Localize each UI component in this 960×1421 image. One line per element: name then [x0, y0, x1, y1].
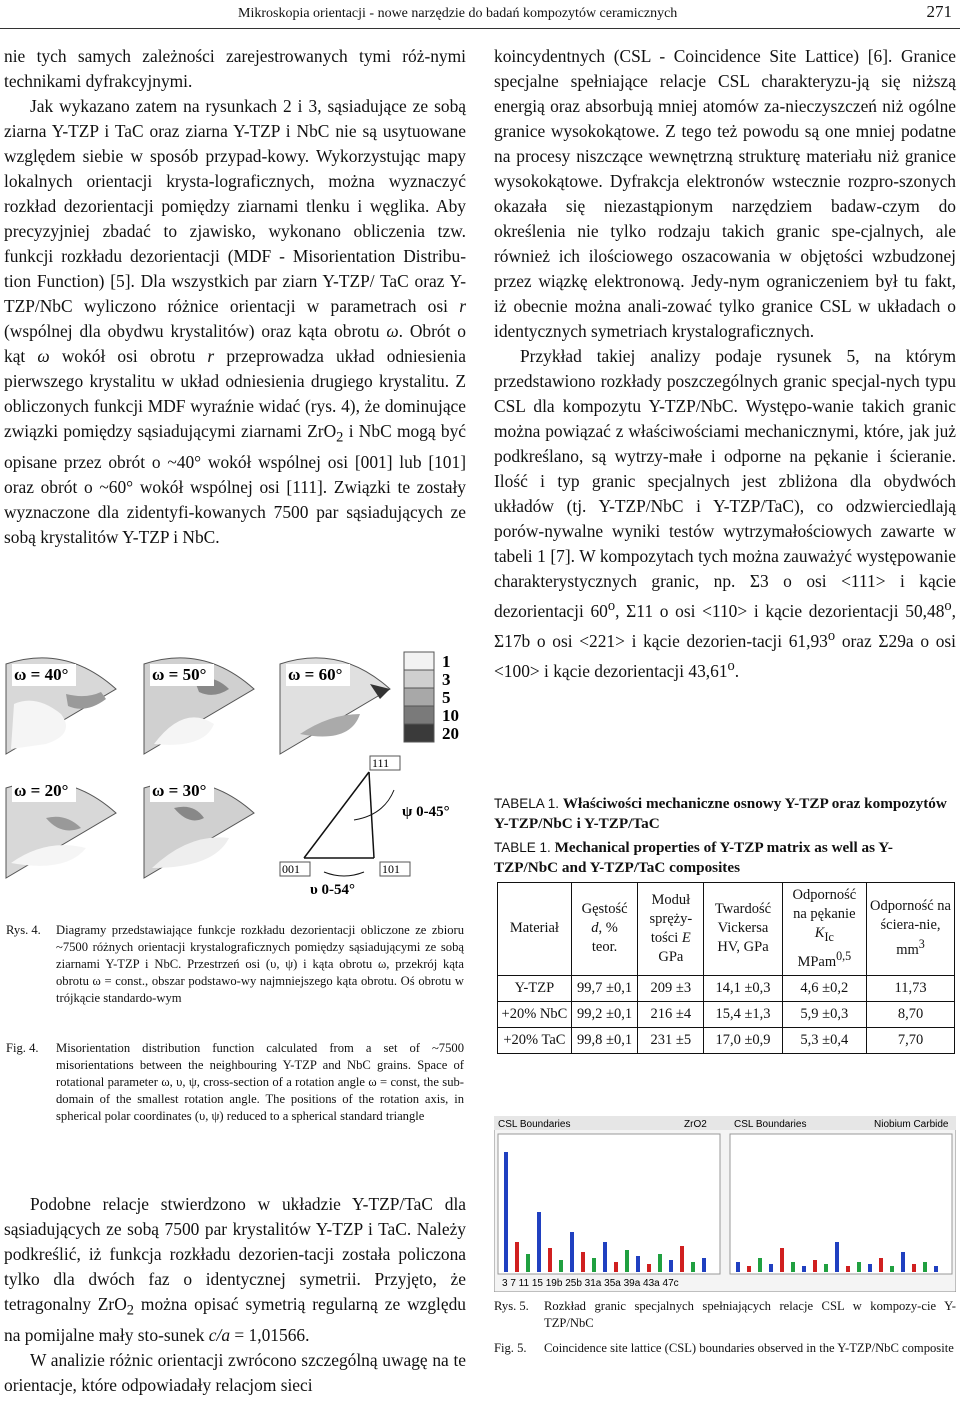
- csl-bar: [548, 1248, 552, 1272]
- panel-label: ω = 40°: [14, 665, 69, 684]
- chart-title-right: CSL Boundaries: [734, 1119, 807, 1130]
- csl-bar: [636, 1256, 640, 1272]
- corner-label: 101: [382, 862, 400, 876]
- csl-bar: [846, 1266, 850, 1272]
- csl-bar: [647, 1264, 651, 1272]
- psi-label: ψ 0-45°: [402, 804, 450, 820]
- col-header: Gęstość d, % teor.: [571, 883, 637, 976]
- csl-bar: [614, 1262, 618, 1272]
- legend-value: 1: [442, 652, 451, 671]
- legend-value: 20: [442, 724, 459, 743]
- csl-bar: [758, 1258, 762, 1272]
- csl-bar: [802, 1266, 806, 1272]
- csl-bar: [504, 1152, 508, 1272]
- csl-bar: [691, 1262, 695, 1272]
- csl-bar: [857, 1262, 861, 1272]
- mdf-panel-40: [6, 658, 116, 754]
- left-column-text: [4, 44, 466, 550]
- panel-label: ω = 20°: [14, 781, 69, 800]
- csl-bar: [592, 1258, 596, 1272]
- csl-bar: [912, 1264, 916, 1272]
- paragraph: nie tych samych zależności zarejestrowanych tymi róż-nymi technikami dyfrakcyjnymi.: [4, 46, 466, 91]
- running-title: Mikroskopia orientacji - nowe narzędzie do badań kompozytów ceramicznych: [238, 6, 678, 21]
- csl-bar: [868, 1264, 872, 1272]
- table-caption-pl: TABELA 1. Właściwości mechaniczne osnowy Y-TZP oraz kompozytów Y-TZP/NbC i Y-TZP/TaC: [494, 795, 947, 832]
- properties-table: [497, 882, 955, 1054]
- figure-5-csl-histogram: [494, 1116, 956, 1292]
- figure-4-mdf-diagrams: [4, 640, 466, 900]
- mdf-panel-30: [144, 780, 254, 878]
- page-header: [0, 0, 960, 28]
- col-header: Odporność na ściera-nie, $mm^3$: [867, 883, 955, 976]
- header-rule: [0, 28, 960, 29]
- col-header: Materiał: [498, 883, 572, 976]
- csl-bar: [890, 1266, 894, 1272]
- right-column-text: [494, 44, 956, 683]
- csl-bar: [515, 1242, 519, 1272]
- csl-bar: [824, 1264, 828, 1272]
- csl-bar: [879, 1258, 883, 1272]
- panel-label-zro2: ZrO2: [684, 1119, 707, 1130]
- csl-bar: [526, 1254, 530, 1272]
- panel-label: ω = 30°: [152, 781, 207, 800]
- csl-bar: [736, 1262, 740, 1272]
- corner-label: 001: [282, 862, 300, 876]
- csl-bar: [680, 1246, 684, 1272]
- panel-label: ω = 60°: [288, 665, 343, 684]
- csl-bar: [570, 1232, 574, 1272]
- panel-label: ω = 50°: [152, 665, 207, 684]
- page-number: 271: [926, 2, 952, 21]
- paragraph: W analizie różnic orientacji zwrócono szczególną uwagę na te orientacje, które odpowiadały relacjom sieci: [4, 1350, 466, 1396]
- csl-bar: [603, 1242, 607, 1272]
- legend-value: 10: [442, 706, 459, 725]
- mdf-legend: [404, 652, 459, 743]
- csl-bar: [780, 1248, 784, 1272]
- mdf-panel-20: [6, 780, 116, 878]
- csl-chart: [494, 1116, 956, 1292]
- table-row: +20% TaC 99,8 ±0,1 231 ±5 17,0 ±0,9 5,3 ±0,4 7,70: [498, 1027, 955, 1053]
- csl-bar: [581, 1252, 585, 1272]
- csl-bar: [901, 1252, 905, 1272]
- mdf-figure: [4, 640, 466, 900]
- upsilon-label: υ 0-54°: [310, 882, 356, 898]
- col-header: Twardość Vickersa HV, GPa: [704, 883, 782, 976]
- paragraph: Przykład takiej analizy podaje rysunek 5, na którym przedstawiono rozkłady poszczególnych granic specjal-nych typu CSL dla kompozytu Y-TZP/NbC. Występo-wanie takich granic można powiązać z właściwościami mechanicznymi, które, jak już podkreślano, są wytrzy-małe i odporne na pękanie i ścieranie. Ilość i typ granic specjalnych jest zbliżona dla obydwóch układów (tj. Y-TZP/NbC i Y-TZP/TaC), co odzwierciedlają porów-nywalne wyniki testów wytrzymałościowych zawarte w tabeli 1 [7]. W kompozytach tych można zauważyć występowanie charakterystycznych granic, np. Σ3 o osi <111> i kącie dezorientacji 60$^o$, Σ11 o osi <110> i kącie dezorientacji 50,48$^o$, Σ17b o osi <221> i kącie dezorien-tacji 61,93$^o$ oraz Σ29a o osi <100> i kącie dezorientacji 43,61$^o$.: [494, 346, 956, 681]
- csl-bar: [791, 1262, 795, 1272]
- csl-bar: [625, 1250, 629, 1272]
- chart-title: CSL Boundaries: [498, 1119, 571, 1130]
- csl-bar: [658, 1254, 662, 1272]
- csl-bar: [537, 1212, 541, 1272]
- col-header: Odporność na pękanie $K_{Ic}$ MPam$^{0,5}$: [782, 883, 866, 976]
- table-header-row: [498, 883, 955, 976]
- csl-bar: [835, 1242, 839, 1272]
- x-tick-labels: 3 7 11 15 19b 25b 31a 35a 39a 43a 47c: [502, 1278, 679, 1289]
- paragraph: koincydentnych (CSL - Coincidence Site Lattice) [6]. Granice specjalne spełniające relacje CSL charakteryzu-ją się niższą energią oraz absorbują mniej atomów za-nieczyszczeń niż ogólne granice wysokokątowe. Z tego też powodu są one mniej podatne na procesy niszczące wewnętrzną strukturę materiału niż granice wysokokątowe. Dyfrakcja elektronów wstecznie rozpro-szonych okazała się niezastąpionym narzędziem badaw-czym do określenia nie tylko rodzaju takich granic spe-cjalnych, ale również ich ilościowego oszacowania w objętości wzbudzonej przez wiązkę elektronową. Jedy-nym ograniczeniem był tu fakt, iż obecnie można anali-zować tylko granice CSL w układach o identycznych symetriach krystalograficznych.: [494, 46, 956, 341]
- csl-bar: [813, 1260, 817, 1272]
- csl-bar: [559, 1260, 563, 1272]
- paragraph: Jak wykazano zatem na rysunkach 2 i 3, sąsiadujące ze sobą ziarna Y-TZP i TaC oraz ziarna Y-TZP i NbC nie są usytuowane względem siebie w sposób przypad-kowy. Wykorzystując mapy lokalnych orientacji krysta-lograficznych, można wyznaczyć rozkład dezorientacji pomiędzy ziarnami tlenku i węglika. Aby precyzyjniej zbadać to zjawisko, wykonano obliczenia tzw. funkcji rozkładu dezorientacji (MDF - Misorientation Distribu-tion Function) [5]. Dla wszystkich par ziarn Y-TZP/ TaC oraz Y-TZP/NbC wyliczono różnice orientacji w parametrach osi r (wspólnej dla obydwu krystalitów) oraz kąta obrotu ω. Obrót o kąt ω wokół osi obrotu r przeprowadza układ odniesienia pierwszego krystalitu w układ odniesienia drugiego krystalitu. Z obliczonych funkcji MDF wyraźnie widać (rys. 4), że dominujące związki pomiędzy sąsiadującymi ziarnami ZrO$_2$ i NbC mogą być opisane przez obrót o ~40° wokół wspólnej osi [001] lub [101] oraz obrót o ~60° wokół wspólnej osi [111]. Związki te zostały wyznaczone dla zidentyfi-kowanych 7500 par sąsiadujących ze sobą krystalitów Y-TZP i NbC.: [4, 96, 467, 548]
- mdf-panel-50: [144, 658, 254, 754]
- csl-bar: [702, 1258, 706, 1272]
- left-column-text-bottom: [4, 1192, 466, 1398]
- csl-bar: [923, 1262, 927, 1272]
- panel-label-nbc: Niobium Carbide: [874, 1119, 949, 1130]
- csl-bar: [934, 1266, 938, 1272]
- corner-label: 111: [372, 756, 390, 770]
- standard-triangle: [304, 772, 394, 876]
- table-row: +20% NbC 99,2 ±0,1 216 ±4 15,4 ±1,3 5,9 ±0,3 8,70: [498, 1001, 955, 1027]
- table-row: Y-TZP 99,7 ±0,1 209 ±3 14,1 ±0,3 4,6 ±0,2 11,73: [498, 975, 955, 1001]
- col-header: Moduł spręży- tości E GPa: [638, 883, 704, 976]
- csl-bar: [769, 1264, 773, 1272]
- csl-bar: [669, 1260, 673, 1272]
- legend-value: 5: [442, 688, 451, 707]
- legend-value: 3: [442, 670, 451, 689]
- mdf-panel-60: [280, 658, 390, 754]
- csl-bar: [747, 1266, 751, 1272]
- paragraph: Podobne relacje stwierdzono w układzie Y-TZP/TaC dla sąsiadujących ze sobą 7500 par krystalitów Y-TZP i TaC. Należy podkreślić, iż funkcja rozkładu dezorien-tacji została policzona tylko dla dwóch faz o identycznej symetrii. Przyjęto, że tetragonalny ZrO$_2$ można opisać symetrią regularną ze względu na pomijalne mały sto-sunek c/a = 1,01566.: [4, 1194, 466, 1346]
- table-caption-en: TABLE 1. Mechanical properties of Y-TZP matrix as well as Y-TZP/NbC and Y-TZP/TaC composites: [494, 839, 893, 876]
